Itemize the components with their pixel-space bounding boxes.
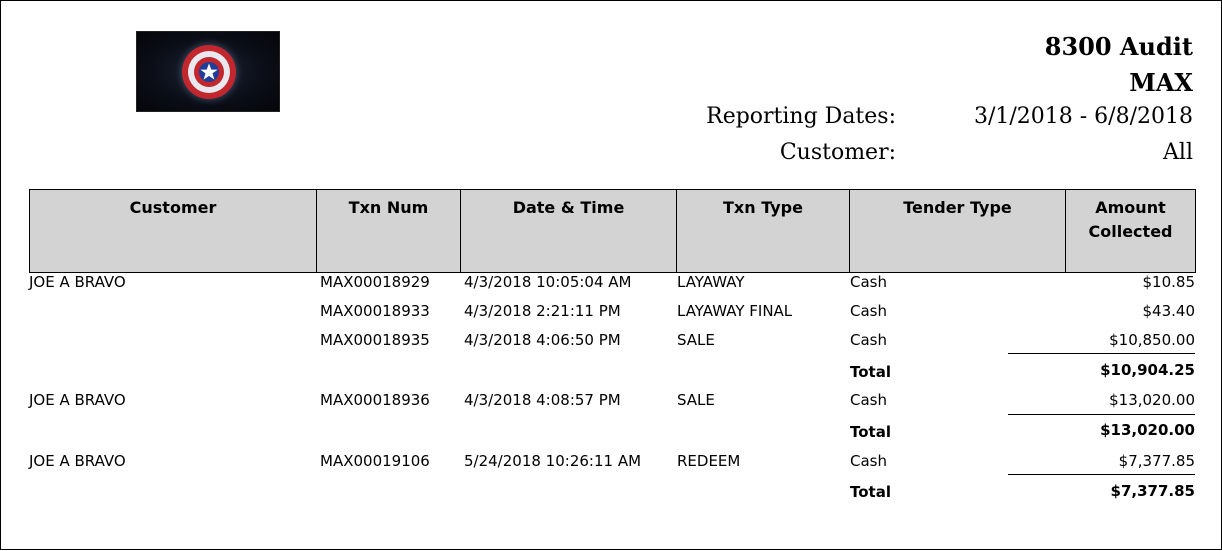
total-label: Total bbox=[850, 423, 891, 441]
cell-tender-type: Cash bbox=[850, 302, 887, 320]
total-label: Total bbox=[850, 483, 891, 501]
cell-txn-type: SALE bbox=[677, 331, 715, 349]
reporting-dates-value: 3/1/2018 - 6/8/2018 bbox=[973, 104, 1193, 129]
total-amount: $7,377.85 bbox=[1110, 482, 1195, 500]
cell-date-time: 4/3/2018 10:05:04 AM bbox=[464, 273, 632, 291]
cell-txn-num: MAX00019106 bbox=[320, 452, 430, 470]
store-name: MAX bbox=[1129, 68, 1193, 97]
report-body bbox=[1, 1, 1222, 551]
cell-customer: JOE A BRAVO bbox=[29, 391, 126, 409]
cell-amount: $10.85 bbox=[1142, 273, 1195, 291]
cell-txn-type: LAYAWAY bbox=[677, 273, 745, 291]
total-label: Total bbox=[850, 363, 891, 381]
cell-txn-num: MAX00018936 bbox=[320, 391, 430, 409]
cell-tender-type: Cash bbox=[850, 273, 887, 291]
cell-tender-type: Cash bbox=[850, 331, 887, 349]
column-header-txn-type: Txn Type bbox=[677, 190, 850, 273]
column-header-customer: Customer bbox=[30, 190, 317, 273]
cell-date-time: 4/3/2018 4:06:50 PM bbox=[464, 331, 621, 349]
cell-amount: $7,377.85 bbox=[1118, 452, 1195, 470]
cell-customer: JOE A BRAVO bbox=[29, 452, 126, 470]
cell-tender-type: Cash bbox=[850, 391, 887, 409]
cell-date-time: 4/3/2018 4:08:57 PM bbox=[464, 391, 621, 409]
cell-txn-num: MAX00018933 bbox=[320, 302, 430, 320]
cell-date-time: 4/3/2018 2:21:11 PM bbox=[464, 302, 621, 320]
subtotal-divider bbox=[1008, 474, 1195, 475]
cell-txn-type: REDEEM bbox=[677, 452, 741, 470]
subtotal-divider bbox=[1008, 414, 1195, 415]
customer-filter-value: All bbox=[1163, 140, 1193, 165]
subtotal-divider bbox=[1008, 353, 1195, 354]
total-amount: $10,904.25 bbox=[1100, 361, 1195, 379]
total-amount: $13,020.00 bbox=[1100, 421, 1195, 439]
cell-txn-type: LAYAWAY FINAL bbox=[677, 302, 793, 320]
cell-amount: $13,020.00 bbox=[1109, 391, 1195, 409]
column-header-amount-collected: Amount Collected bbox=[1066, 190, 1196, 273]
cell-tender-type: Cash bbox=[850, 452, 887, 470]
cell-txn-type: SALE bbox=[677, 391, 715, 409]
column-header-txn-num: Txn Num bbox=[317, 190, 461, 273]
cell-txn-num: MAX00018929 bbox=[320, 273, 430, 291]
report-title: 8300 Audit bbox=[1044, 32, 1193, 61]
reporting-dates-label: Reporting Dates: bbox=[706, 104, 896, 129]
cell-amount: $43.40 bbox=[1142, 302, 1195, 320]
cell-date-time: 5/24/2018 10:26:11 AM bbox=[464, 452, 642, 470]
cell-customer: JOE A BRAVO bbox=[29, 273, 126, 291]
column-header-tender-type: Tender Type bbox=[850, 190, 1066, 273]
cell-amount: $10,850.00 bbox=[1109, 331, 1195, 349]
customer-filter-label: Customer: bbox=[779, 140, 896, 165]
column-header-date-time: Date & Time bbox=[461, 190, 677, 273]
cell-txn-num: MAX00018935 bbox=[320, 331, 430, 349]
